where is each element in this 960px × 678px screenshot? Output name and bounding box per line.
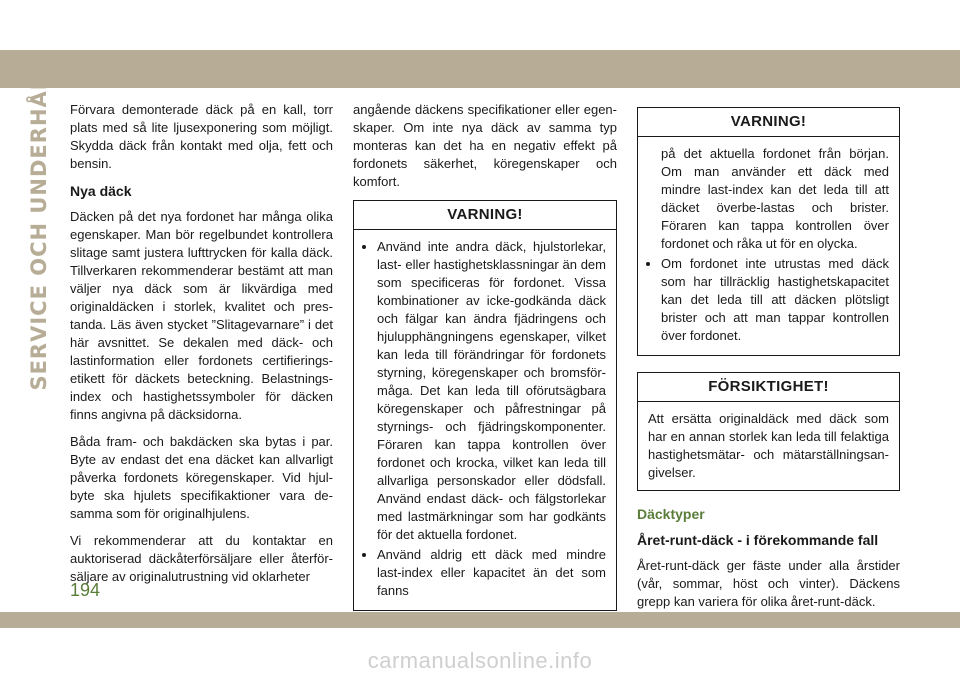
top-header-band — [0, 50, 960, 88]
page-number: 194 — [70, 580, 101, 600]
column-1 — [70, 101, 333, 595]
specs-continuation-paragraph: angående däckens specifikationer eller egen-skaper. Om inte nya däck av samma typ monteras kan det ha en negativ effekt på fordonets säkerhet, köregenskaper och komfort. — [353, 102, 617, 189]
new-tires-heading: Nya däck — [70, 183, 132, 199]
bottom-footer-band — [0, 612, 960, 628]
warning-item: • Om fordonet inte utrustas med däck som har tillräcklig hastighetskapacitet kan det leda till att däcken plötsligt brister och att man tappar kontrollen över fordonet. — [661, 255, 889, 345]
storage-paragraph: Förvara demonterade däck på en kall, torr plats med så lite ljusexponering som möjligt. Skydda däck från kontakt med olja, fett och bensin. — [70, 102, 333, 171]
warning-box — [353, 200, 617, 611]
section-side-label: SERVICE OCH UNDERHÅLL — [27, 61, 51, 391]
warning-title: VARNING! — [354, 201, 616, 230]
tire-types-heading: Däcktyper — [637, 506, 705, 522]
caution-text: Att ersätta originaldäck med däck som har en annan storlek kan leda till felaktiga hastighetsmätar- och mätarställningsan-givelser. — [648, 411, 889, 480]
warning-box-continued — [637, 107, 900, 356]
warning-list — [364, 238, 606, 600]
warning-item: • Använd aldrig ett däck med mindre last-index eller kapacitet än det som fanns — [377, 546, 606, 600]
column-2 — [353, 101, 617, 625]
all-season-subheading: Året-runt-däck - i förekommande fall — [637, 532, 879, 548]
column-3 — [637, 101, 900, 620]
warning-continuation-text: på det aktuella fordonet från början. Om man använder ett däck med mindre last-index kan det leda till att däcket överbe-lastas och brister. Föraren kan tappa kontrollen över fordonet och råka ut för en olycka. — [661, 146, 889, 251]
all-season-paragraph: Året-runt-däck ger fäste under alla årstider (vår, sommar, höst och vinter). Däckens grepp kan variera för olika året-runt-däck. — [637, 558, 900, 609]
caution-box — [637, 372, 900, 491]
warning-title: VARNING! — [638, 108, 899, 137]
warning-list — [648, 255, 889, 345]
watermark: carmanualsonline.info — [367, 648, 593, 673]
warning-item: • Använd inte andra däck, hjulstorlekar, last- eller hastighetsklassningar än dem som specificeras för fordonet. Vissa kombinationer av icke-godkända däck och fälgar kan ändra fjädringens och hjulupphängningens egenskaper, vilket kan leda till förändringar för fordonets styrning, köregenskaper och bromsför-måga. Det kan leda till oförutsägbara köregenskaper och påfrestningar på styrnings- och fjädringskomponenter. Föraren kan tappa kontrollen över fordonet och krocka, vilket kan leda till allvarliga personskador eller dödsfall. Använd endast däck- och fälgstorlekar med lastmärkningar som har godkänts för det aktuella fordonet. — [377, 238, 606, 544]
dealer-recommendation-paragraph: Vi rekommenderar att du kontaktar en auktoriserad däckåterförsäljare eller återför-säljare av originalutrustning vid oklarheter — [70, 533, 333, 584]
caution-title: FÖRSIKTIGHET! — [638, 373, 899, 402]
pair-replacement-paragraph: Båda fram- och bakdäcken ska bytas i par. Byte av endast det ena däcket kan allvarligt påverka fordonets köregenskaper. Vid hjul-byte ska hjulets specifikaktioner vara de-samma som för originalhjulens. — [70, 434, 333, 521]
new-tires-paragraph: Däcken på det nya fordonet har många olika egenskaper. Man bör regelbundet kontrollera slitage samt justera lufttrycken för kalla däck. Tillverkaren rekommenderar bestämt att man väljer nya däck som är likvärdiga med originaldäcken i storlek, kvalitet och pres-tanda. Läs även stycket ”Slitagevarnare” i det här avsnittet. Se dekalen med däck- och lastinformation eller fordonets certifierings-etikett för däckets beteckning. Belastnings-index och hastighetssymboler för däcken finns angivna på däcksidorna. — [70, 209, 333, 422]
